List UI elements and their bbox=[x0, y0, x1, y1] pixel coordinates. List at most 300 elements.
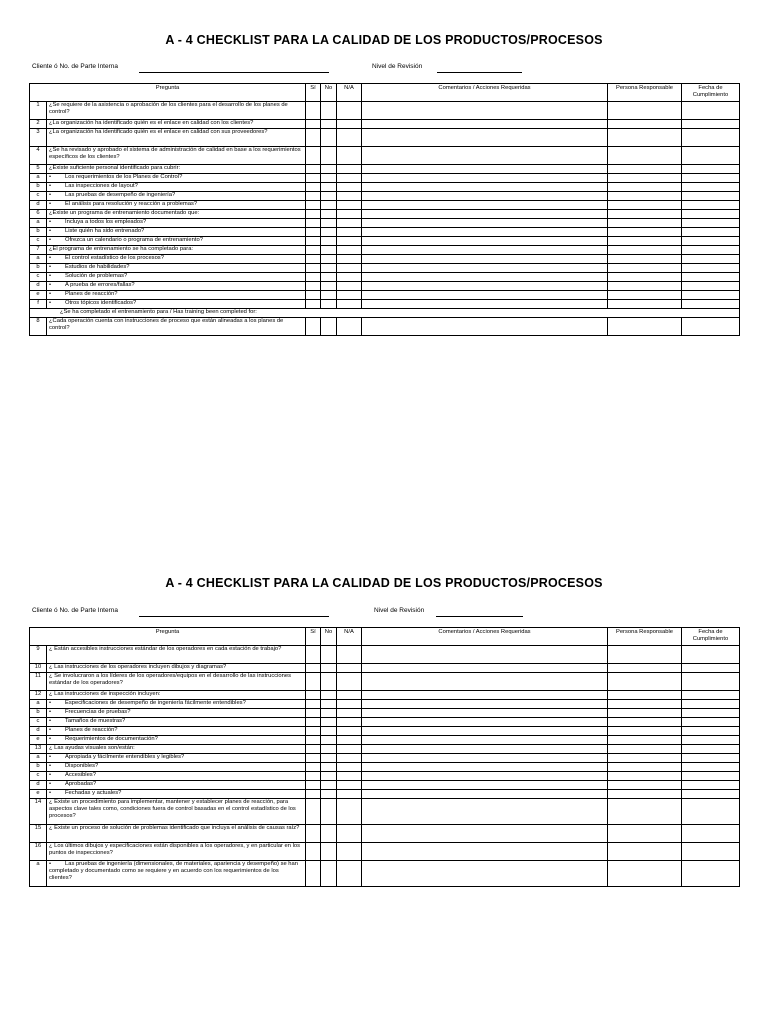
yes-cell[interactable] bbox=[306, 210, 321, 219]
date-cell[interactable] bbox=[682, 219, 740, 228]
responsible-cell[interactable] bbox=[608, 210, 682, 219]
na-cell[interactable] bbox=[337, 183, 362, 192]
no-cell[interactable] bbox=[321, 790, 337, 799]
yes-cell[interactable] bbox=[306, 745, 321, 754]
comments-cell[interactable] bbox=[362, 183, 608, 192]
no-cell[interactable] bbox=[321, 673, 337, 691]
no-cell[interactable] bbox=[321, 709, 337, 718]
no-cell[interactable] bbox=[321, 246, 337, 255]
responsible-cell[interactable] bbox=[608, 772, 682, 781]
table-row bbox=[30, 843, 740, 861]
responsible-cell[interactable] bbox=[608, 300, 682, 309]
yes-cell[interactable] bbox=[306, 102, 321, 120]
na-cell[interactable] bbox=[337, 843, 362, 861]
yes-cell[interactable] bbox=[306, 282, 321, 291]
no-cell[interactable] bbox=[321, 745, 337, 754]
item-number: a bbox=[30, 754, 47, 763]
date-cell[interactable] bbox=[682, 727, 740, 736]
yes-cell[interactable] bbox=[306, 318, 321, 336]
comments-cell[interactable] bbox=[362, 664, 608, 673]
bullet-icon: • bbox=[49, 727, 52, 733]
item-number: b bbox=[30, 709, 47, 718]
no-cell[interactable] bbox=[321, 102, 337, 120]
date-cell[interactable] bbox=[682, 129, 740, 147]
comments-cell[interactable] bbox=[362, 727, 608, 736]
comments-cell[interactable] bbox=[362, 147, 608, 165]
header-question: Pregunta bbox=[30, 628, 306, 646]
date-cell[interactable] bbox=[682, 861, 740, 887]
responsible-cell[interactable] bbox=[608, 165, 682, 174]
yes-cell[interactable] bbox=[306, 147, 321, 165]
na-cell[interactable] bbox=[337, 228, 362, 237]
na-cell[interactable] bbox=[337, 264, 362, 273]
no-cell[interactable] bbox=[321, 120, 337, 129]
date-cell[interactable] bbox=[682, 691, 740, 700]
item-number: c bbox=[30, 273, 47, 282]
no-cell[interactable] bbox=[321, 781, 337, 790]
na-cell[interactable] bbox=[337, 799, 362, 825]
no-cell[interactable] bbox=[321, 255, 337, 264]
no-cell[interactable] bbox=[321, 754, 337, 763]
comments-cell[interactable] bbox=[362, 843, 608, 861]
na-cell[interactable] bbox=[337, 718, 362, 727]
date-cell[interactable] bbox=[682, 147, 740, 165]
na-cell[interactable] bbox=[337, 282, 362, 291]
date-cell[interactable] bbox=[682, 700, 740, 709]
revision-field[interactable] bbox=[437, 72, 522, 73]
na-cell[interactable] bbox=[337, 174, 362, 183]
item-number: e bbox=[30, 736, 47, 745]
question-text: ¿ Se involucraron a los líderes de los operadores/equipos en el desarrollo de las instrucciones estándar de los operadores? bbox=[49, 673, 291, 686]
na-cell[interactable] bbox=[337, 273, 362, 282]
no-cell[interactable] bbox=[321, 174, 337, 183]
comments-cell[interactable] bbox=[362, 228, 608, 237]
responsible-cell[interactable] bbox=[608, 192, 682, 201]
yes-cell[interactable] bbox=[306, 300, 321, 309]
date-cell[interactable] bbox=[682, 318, 740, 336]
client-field[interactable] bbox=[139, 616, 329, 617]
question-text: Planes de reacción? bbox=[65, 727, 118, 733]
comments-cell[interactable] bbox=[362, 691, 608, 700]
question-cell bbox=[47, 709, 306, 718]
comments-cell[interactable] bbox=[362, 772, 608, 781]
responsible-cell[interactable] bbox=[608, 709, 682, 718]
comments-cell[interactable] bbox=[362, 790, 608, 799]
na-cell[interactable] bbox=[337, 736, 362, 745]
na-cell[interactable] bbox=[337, 763, 362, 772]
yes-cell[interactable] bbox=[306, 843, 321, 861]
yes-cell[interactable] bbox=[306, 255, 321, 264]
yes-cell[interactable] bbox=[306, 264, 321, 273]
date-cell[interactable] bbox=[682, 754, 740, 763]
no-cell[interactable] bbox=[321, 282, 337, 291]
date-cell[interactable] bbox=[682, 718, 740, 727]
date-cell[interactable] bbox=[682, 664, 740, 673]
yes-cell[interactable] bbox=[306, 736, 321, 745]
yes-cell[interactable] bbox=[306, 727, 321, 736]
no-cell[interactable] bbox=[321, 201, 337, 210]
comments-cell[interactable] bbox=[362, 646, 608, 664]
responsible-cell[interactable] bbox=[608, 201, 682, 210]
yes-cell[interactable] bbox=[306, 799, 321, 825]
no-cell[interactable] bbox=[321, 691, 337, 700]
yes-cell[interactable] bbox=[306, 673, 321, 691]
na-cell[interactable] bbox=[337, 291, 362, 300]
date-cell[interactable] bbox=[682, 165, 740, 174]
yes-cell[interactable] bbox=[306, 237, 321, 246]
header-date: Fecha de Cumplimiento bbox=[682, 84, 740, 102]
na-cell[interactable] bbox=[337, 673, 362, 691]
na-cell[interactable] bbox=[337, 861, 362, 887]
comments-cell[interactable] bbox=[362, 174, 608, 183]
no-cell[interactable] bbox=[321, 700, 337, 709]
comments-cell[interactable] bbox=[362, 300, 608, 309]
table-row bbox=[30, 673, 740, 691]
no-cell[interactable] bbox=[321, 228, 337, 237]
date-cell[interactable] bbox=[682, 300, 740, 309]
no-cell[interactable] bbox=[321, 646, 337, 664]
no-cell[interactable] bbox=[321, 165, 337, 174]
na-cell[interactable] bbox=[337, 201, 362, 210]
no-cell[interactable] bbox=[321, 183, 337, 192]
item-number: a bbox=[30, 174, 47, 183]
yes-cell[interactable] bbox=[306, 273, 321, 282]
na-cell[interactable] bbox=[337, 255, 362, 264]
date-cell[interactable] bbox=[682, 736, 740, 745]
no-cell[interactable] bbox=[321, 219, 337, 228]
comments-cell[interactable] bbox=[362, 264, 608, 273]
no-cell[interactable] bbox=[321, 727, 337, 736]
responsible-cell[interactable] bbox=[608, 673, 682, 691]
responsible-cell[interactable] bbox=[608, 102, 682, 120]
item-number: 7 bbox=[30, 246, 47, 255]
item-number: 4 bbox=[30, 147, 47, 165]
responsible-cell[interactable] bbox=[608, 727, 682, 736]
na-cell[interactable] bbox=[337, 300, 362, 309]
comments-cell[interactable] bbox=[362, 745, 608, 754]
date-cell[interactable] bbox=[682, 843, 740, 861]
comments-cell[interactable] bbox=[362, 799, 608, 825]
date-cell[interactable] bbox=[682, 825, 740, 843]
question-cell bbox=[47, 255, 306, 264]
responsible-cell[interactable] bbox=[608, 291, 682, 300]
checklist-table bbox=[29, 83, 740, 336]
yes-cell[interactable] bbox=[306, 174, 321, 183]
na-cell[interactable] bbox=[337, 129, 362, 147]
question-cell bbox=[47, 174, 306, 183]
yes-cell[interactable] bbox=[306, 201, 321, 210]
date-cell[interactable] bbox=[682, 237, 740, 246]
comments-cell[interactable] bbox=[362, 237, 608, 246]
responsible-cell[interactable] bbox=[608, 264, 682, 273]
table-row bbox=[30, 174, 740, 183]
bullet-icon: • bbox=[49, 282, 52, 288]
yes-cell[interactable] bbox=[306, 754, 321, 763]
na-cell[interactable] bbox=[337, 709, 362, 718]
question-cell bbox=[47, 246, 306, 255]
yes-cell[interactable] bbox=[306, 183, 321, 192]
yes-cell[interactable] bbox=[306, 700, 321, 709]
yes-cell[interactable] bbox=[306, 709, 321, 718]
no-cell[interactable] bbox=[321, 192, 337, 201]
responsible-cell[interactable] bbox=[608, 174, 682, 183]
comments-cell[interactable] bbox=[362, 861, 608, 887]
date-cell[interactable] bbox=[682, 183, 740, 192]
yes-cell[interactable] bbox=[306, 718, 321, 727]
responsible-cell[interactable] bbox=[608, 129, 682, 147]
question-cell bbox=[47, 825, 306, 843]
no-cell[interactable] bbox=[321, 147, 337, 165]
yes-cell[interactable] bbox=[306, 763, 321, 772]
responsible-cell[interactable] bbox=[608, 219, 682, 228]
comments-cell[interactable] bbox=[362, 763, 608, 772]
na-cell[interactable] bbox=[337, 745, 362, 754]
na-cell[interactable] bbox=[337, 772, 362, 781]
table-row bbox=[30, 718, 740, 727]
comments-cell[interactable] bbox=[362, 709, 608, 718]
yes-cell[interactable] bbox=[306, 646, 321, 664]
date-cell[interactable] bbox=[682, 201, 740, 210]
item-number: f bbox=[30, 300, 47, 309]
date-cell[interactable] bbox=[682, 709, 740, 718]
bullet-icon: • bbox=[49, 736, 52, 742]
question-cell bbox=[47, 147, 306, 165]
comments-cell[interactable] bbox=[362, 219, 608, 228]
comments-cell[interactable] bbox=[362, 273, 608, 282]
date-cell[interactable] bbox=[682, 192, 740, 201]
no-cell[interactable] bbox=[321, 291, 337, 300]
responsible-cell[interactable] bbox=[608, 255, 682, 264]
checklist-page-2 bbox=[0, 512, 768, 1024]
question-text: A prueba de errores/fallas? bbox=[65, 282, 135, 288]
no-cell[interactable] bbox=[321, 210, 337, 219]
na-cell[interactable] bbox=[337, 102, 362, 120]
responsible-cell[interactable] bbox=[608, 825, 682, 843]
responsible-cell[interactable] bbox=[608, 646, 682, 664]
question-cell bbox=[47, 228, 306, 237]
question-cell bbox=[47, 210, 306, 219]
revision-field[interactable] bbox=[436, 616, 523, 617]
date-cell[interactable] bbox=[682, 282, 740, 291]
responsible-cell[interactable] bbox=[608, 318, 682, 336]
bullet-icon: • bbox=[49, 264, 52, 270]
table-row bbox=[30, 745, 740, 754]
no-cell[interactable] bbox=[321, 664, 337, 673]
comments-cell[interactable] bbox=[362, 318, 608, 336]
yes-cell[interactable] bbox=[306, 790, 321, 799]
na-cell[interactable] bbox=[337, 700, 362, 709]
no-cell[interactable] bbox=[321, 264, 337, 273]
na-cell[interactable] bbox=[337, 646, 362, 664]
comments-cell[interactable] bbox=[362, 736, 608, 745]
comments-cell[interactable] bbox=[362, 282, 608, 291]
responsible-cell[interactable] bbox=[608, 237, 682, 246]
no-cell[interactable] bbox=[321, 273, 337, 282]
no-cell[interactable] bbox=[321, 861, 337, 887]
question-cell bbox=[47, 763, 306, 772]
question-text: Otros tópicos identificados? bbox=[65, 300, 137, 306]
date-cell[interactable] bbox=[682, 120, 740, 129]
responsible-cell[interactable] bbox=[608, 282, 682, 291]
question-cell bbox=[47, 673, 306, 691]
responsible-cell[interactable] bbox=[608, 664, 682, 673]
na-cell[interactable] bbox=[337, 825, 362, 843]
responsible-cell[interactable] bbox=[608, 763, 682, 772]
yes-cell[interactable] bbox=[306, 165, 321, 174]
comments-cell[interactable] bbox=[362, 291, 608, 300]
yes-cell[interactable] bbox=[306, 192, 321, 201]
na-cell[interactable] bbox=[337, 192, 362, 201]
question-text: Las inspecciones de layout? bbox=[65, 183, 138, 189]
no-cell[interactable] bbox=[321, 237, 337, 246]
no-cell[interactable] bbox=[321, 763, 337, 772]
responsible-cell[interactable] bbox=[608, 861, 682, 887]
yes-cell[interactable] bbox=[306, 825, 321, 843]
no-cell[interactable] bbox=[321, 825, 337, 843]
yes-cell[interactable] bbox=[306, 228, 321, 237]
date-cell[interactable] bbox=[682, 273, 740, 282]
yes-cell[interactable] bbox=[306, 772, 321, 781]
comments-cell[interactable] bbox=[362, 246, 608, 255]
na-cell[interactable] bbox=[337, 790, 362, 799]
date-cell[interactable] bbox=[682, 210, 740, 219]
responsible-cell[interactable] bbox=[608, 843, 682, 861]
date-cell[interactable] bbox=[682, 228, 740, 237]
comments-cell[interactable] bbox=[362, 700, 608, 709]
no-cell[interactable] bbox=[321, 718, 337, 727]
date-cell[interactable] bbox=[682, 255, 740, 264]
responsible-cell[interactable] bbox=[608, 246, 682, 255]
no-cell[interactable] bbox=[321, 300, 337, 309]
date-cell[interactable] bbox=[682, 763, 740, 772]
question-text: Estudios de habilidades? bbox=[65, 264, 130, 270]
na-cell[interactable] bbox=[337, 165, 362, 174]
yes-cell[interactable] bbox=[306, 291, 321, 300]
comments-cell[interactable] bbox=[362, 210, 608, 219]
item-number: 12 bbox=[30, 691, 47, 700]
date-cell[interactable] bbox=[682, 772, 740, 781]
date-cell[interactable] bbox=[682, 174, 740, 183]
na-cell[interactable] bbox=[337, 691, 362, 700]
yes-cell[interactable] bbox=[306, 781, 321, 790]
responsible-cell[interactable] bbox=[608, 273, 682, 282]
header-comments: Comentarios / Acciones Requeridas bbox=[362, 84, 608, 102]
date-cell[interactable] bbox=[682, 264, 740, 273]
comments-cell[interactable] bbox=[362, 825, 608, 843]
responsible-cell[interactable] bbox=[608, 147, 682, 165]
comments-cell[interactable] bbox=[362, 120, 608, 129]
responsible-cell[interactable] bbox=[608, 745, 682, 754]
comments-cell[interactable] bbox=[362, 192, 608, 201]
na-cell[interactable] bbox=[337, 237, 362, 246]
responsible-cell[interactable] bbox=[608, 700, 682, 709]
responsible-cell[interactable] bbox=[608, 736, 682, 745]
question-text: ¿Existe un programa de entrenamiento documentado que: bbox=[49, 210, 200, 216]
comments-cell[interactable] bbox=[362, 165, 608, 174]
comments-cell[interactable] bbox=[362, 102, 608, 120]
page-title: A - 4 CHECKLIST PARA LA CALIDAD DE LOS PRODUCTOS/PROCESOS bbox=[165, 33, 603, 47]
date-cell[interactable] bbox=[682, 790, 740, 799]
no-cell[interactable] bbox=[321, 736, 337, 745]
yes-cell[interactable] bbox=[306, 219, 321, 228]
item-number: 8 bbox=[30, 318, 47, 336]
responsible-cell[interactable] bbox=[608, 790, 682, 799]
question-cell bbox=[47, 273, 306, 282]
yes-cell[interactable] bbox=[306, 664, 321, 673]
comments-cell[interactable] bbox=[362, 673, 608, 691]
no-cell[interactable] bbox=[321, 318, 337, 336]
na-cell[interactable] bbox=[337, 246, 362, 255]
header-na: N/A bbox=[337, 84, 362, 102]
na-cell[interactable] bbox=[337, 727, 362, 736]
na-cell[interactable] bbox=[337, 318, 362, 336]
table-row bbox=[30, 228, 740, 237]
date-cell[interactable] bbox=[682, 673, 740, 691]
comments-cell[interactable] bbox=[362, 718, 608, 727]
date-cell[interactable] bbox=[682, 246, 740, 255]
yes-cell[interactable] bbox=[306, 120, 321, 129]
na-cell[interactable] bbox=[337, 210, 362, 219]
table-row bbox=[30, 700, 740, 709]
date-cell[interactable] bbox=[682, 646, 740, 664]
date-cell[interactable] bbox=[682, 781, 740, 790]
na-cell[interactable] bbox=[337, 219, 362, 228]
na-cell[interactable] bbox=[337, 754, 362, 763]
comments-cell[interactable] bbox=[362, 129, 608, 147]
table-row bbox=[30, 165, 740, 174]
question-text: Las pruebas de desempeño de ingeniería? bbox=[65, 192, 176, 198]
date-cell[interactable] bbox=[682, 799, 740, 825]
na-cell[interactable] bbox=[337, 120, 362, 129]
na-cell[interactable] bbox=[337, 147, 362, 165]
bullet-icon: • bbox=[49, 255, 52, 261]
comments-cell[interactable] bbox=[362, 201, 608, 210]
responsible-cell[interactable] bbox=[608, 799, 682, 825]
date-cell[interactable] bbox=[682, 102, 740, 120]
comments-cell[interactable] bbox=[362, 754, 608, 763]
na-cell[interactable] bbox=[337, 781, 362, 790]
bullet-icon: • bbox=[49, 228, 52, 234]
no-cell[interactable] bbox=[321, 799, 337, 825]
bullet-icon: • bbox=[49, 174, 52, 180]
date-cell[interactable] bbox=[682, 745, 740, 754]
no-cell[interactable] bbox=[321, 129, 337, 147]
no-cell[interactable] bbox=[321, 772, 337, 781]
comments-cell[interactable] bbox=[362, 781, 608, 790]
client-field[interactable] bbox=[139, 72, 329, 73]
responsible-cell[interactable] bbox=[608, 228, 682, 237]
question-text: ¿La organización ha identificado quién es el enlace en calidad con los clientes? bbox=[49, 120, 254, 126]
no-cell[interactable] bbox=[321, 843, 337, 861]
comments-cell[interactable] bbox=[362, 255, 608, 264]
table-row bbox=[30, 772, 740, 781]
responsible-cell[interactable] bbox=[608, 691, 682, 700]
responsible-cell[interactable] bbox=[608, 718, 682, 727]
responsible-cell[interactable] bbox=[608, 754, 682, 763]
responsible-cell[interactable] bbox=[608, 120, 682, 129]
yes-cell[interactable] bbox=[306, 691, 321, 700]
yes-cell[interactable] bbox=[306, 861, 321, 887]
responsible-cell[interactable] bbox=[608, 183, 682, 192]
yes-cell[interactable] bbox=[306, 246, 321, 255]
yes-cell[interactable] bbox=[306, 129, 321, 147]
na-cell[interactable] bbox=[337, 664, 362, 673]
question-cell bbox=[47, 790, 306, 799]
table-row bbox=[30, 291, 740, 300]
responsible-cell[interactable] bbox=[608, 781, 682, 790]
item-number: 2 bbox=[30, 120, 47, 129]
date-cell[interactable] bbox=[682, 291, 740, 300]
